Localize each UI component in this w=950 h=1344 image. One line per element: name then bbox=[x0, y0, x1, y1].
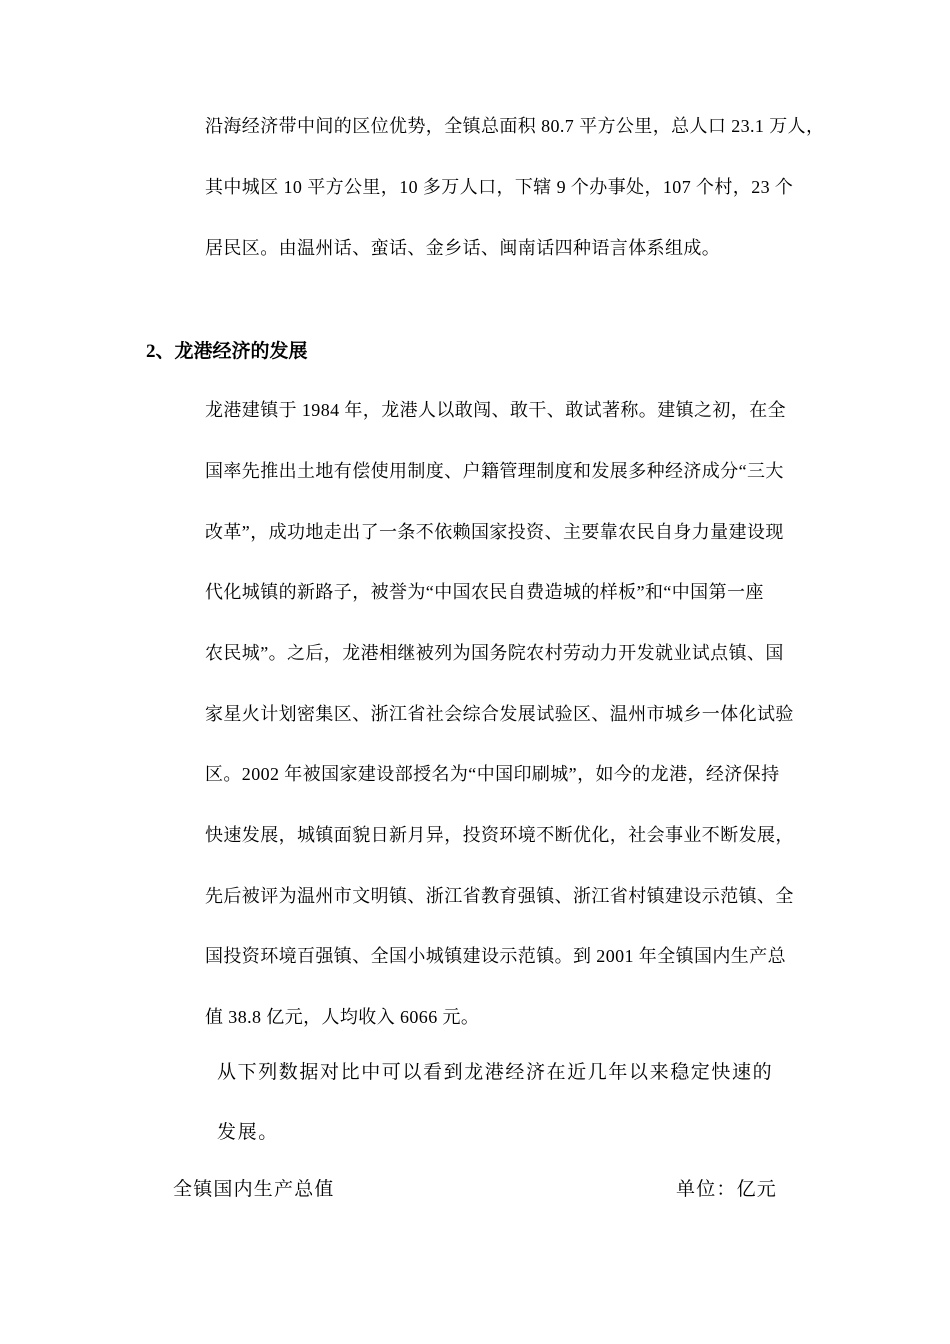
paragraph-line: 快速发展，城镇面貌日新月异，投资环境不断优化，社会事业不断发展， bbox=[205, 825, 794, 845]
paragraph-line: 发展。 bbox=[217, 1121, 279, 1143]
table-unit: 单位：亿元 bbox=[676, 1178, 778, 1200]
section-heading: 2、龙港经济的发展 bbox=[146, 341, 308, 362]
paragraph-line: 国投资环境百强镇、全国小城镇建设示范镇。到 2001 年全镇国内生产总 bbox=[205, 946, 786, 966]
paragraph-line: 从下列数据对比中可以看到龙港经济在近几年以来稳定快速的 bbox=[217, 1061, 774, 1083]
paragraph-line: 国率先推出土地有偿使用制度、户籍管理制度和发展多种经济成分“三大 bbox=[205, 461, 784, 481]
table-title: 全镇国内生产总值 bbox=[173, 1178, 335, 1200]
paragraph-line: 龙港建镇于 1984 年，龙港人以敢闯、敢干、敢试著称。建镇之初，在全 bbox=[205, 400, 786, 420]
paragraph-line: 值 38.8 亿元，人均收入 6066 元。 bbox=[205, 1007, 480, 1027]
paragraph-line: 沿海经济带中间的区位优势，全镇总面积 80.7 平方公里，总人口 23.1 万人， bbox=[205, 116, 825, 136]
paragraph-line: 改革”，成功地走出了一条不依赖国家投资、主要靠农民自身力量建设现 bbox=[205, 522, 784, 542]
paragraph-line: 先后被评为温州市文明镇、浙江省教育强镇、浙江省村镇建设示范镇、全 bbox=[205, 886, 794, 906]
paragraph-line: 区。2002 年被国家建设部授名为“中国印刷城”，如今的龙港，经济保持 bbox=[205, 764, 780, 784]
paragraph-line: 农民城”。之后，龙港相继被列为国务院农村劳动力开发就业试点镇、国 bbox=[205, 643, 784, 663]
paragraph-line: 居民区。由温州话、蛮话、金乡话、闽南话四种语言体系组成。 bbox=[205, 238, 721, 258]
paragraph-line: 代化城镇的新路子，被誉为“中国农民自费造城的样板”和“中国第一座 bbox=[205, 582, 764, 602]
paragraph-line: 其中城区 10 平方公里，10 多万人口，下辖 9 个办事处，107 个村，23 个 bbox=[205, 177, 794, 197]
paragraph-line: 家星火计划密集区、浙江省社会综合发展试验区、温州市城乡一体化试验 bbox=[205, 704, 794, 724]
